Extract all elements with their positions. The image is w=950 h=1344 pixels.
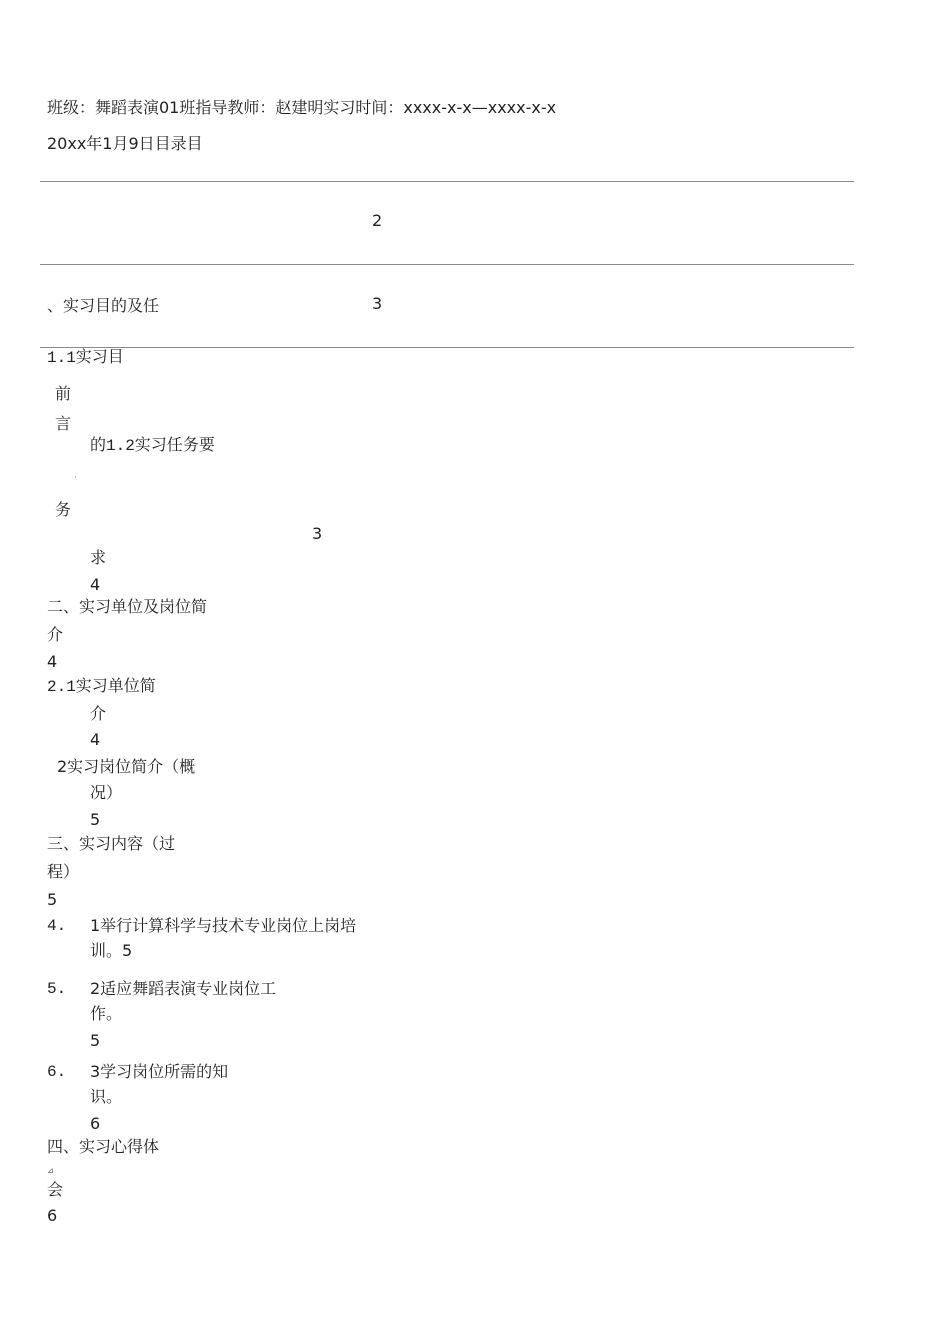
toc-item-1-2: 的1.2实习任务要: [90, 437, 215, 455]
toc-section-3-title: 三、实习内容（过: [47, 834, 176, 853]
toc-item-2-1-page: 4: [90, 730, 101, 749]
toc-item-2-2-page: 5: [90, 810, 101, 829]
toc-item-3-2-page: 5: [90, 1031, 101, 1050]
stray-dot: ·: [74, 473, 77, 482]
toc-section-2-cont: 介: [47, 625, 64, 644]
toc-item-3-2-cont: 作。: [90, 1004, 123, 1023]
toc-list-number-5: 5.: [47, 980, 67, 998]
toc-item-3-1-cont: 训。5: [90, 941, 133, 960]
header-class-teacher-period: 班级：舞蹈表演01班指导教师：赵建明实习时间：xxxx-x-x—xxxx-x-x: [47, 98, 557, 117]
toc-section-4-page: 6: [47, 1206, 58, 1225]
toc-item-1-2-char: 务: [55, 500, 72, 519]
toc-preface-char-2: 言: [55, 414, 72, 433]
toc-item-3-3-cont: 识。: [90, 1087, 123, 1106]
toc-item-3-3: 3学习岗位所需的知: [90, 1062, 229, 1081]
stray-mark: ⊿: [47, 1166, 54, 1175]
header-date-contents: 20xx年1月9日目录目: [47, 134, 203, 153]
toc-section-3-page: 5: [47, 890, 58, 909]
toc-item-1-1-page: 3: [312, 524, 323, 543]
divider-line: [40, 264, 854, 265]
toc-list-number-6: 6.: [47, 1063, 67, 1081]
toc-section-1-page: 3: [372, 294, 383, 313]
toc-item-1-2-cont: 求: [90, 548, 107, 567]
toc-item-1-2-page: 4: [90, 575, 101, 594]
toc-section-3-cont: 程）: [47, 862, 80, 881]
toc-list-number-4: 4.: [47, 917, 67, 935]
divider-line: [40, 181, 854, 182]
toc-section-4-title: 四、实习心得体: [47, 1137, 160, 1156]
toc-item-2-1-cont: 介: [90, 704, 107, 723]
toc-section-2-title: 二、实习单位及岗位简: [47, 597, 208, 616]
toc-item-2-2: 2实习岗位简介（概: [57, 757, 196, 776]
toc-item-2-1: 2.1实习单位简: [47, 678, 156, 696]
toc-section-4-cont: 会: [47, 1180, 64, 1199]
toc-item-3-1: 1举行计算科学与技术专业岗位上岗培: [90, 916, 357, 935]
toc-item-3-2: 2适应舞蹈表演专业岗位工: [90, 979, 277, 998]
toc-preface-char-1: 前: [55, 384, 72, 403]
toc-item-2-2-cont: 况）: [90, 783, 123, 802]
toc-section-1-title: 、实习目的及任: [47, 296, 160, 315]
toc-preface-page: 2: [372, 211, 383, 230]
toc-item-1-1: 1.1实习目: [47, 349, 124, 367]
toc-section-2-page: 4: [47, 652, 58, 671]
toc-item-3-3-page: 6: [90, 1114, 101, 1133]
divider-line: [40, 347, 854, 348]
